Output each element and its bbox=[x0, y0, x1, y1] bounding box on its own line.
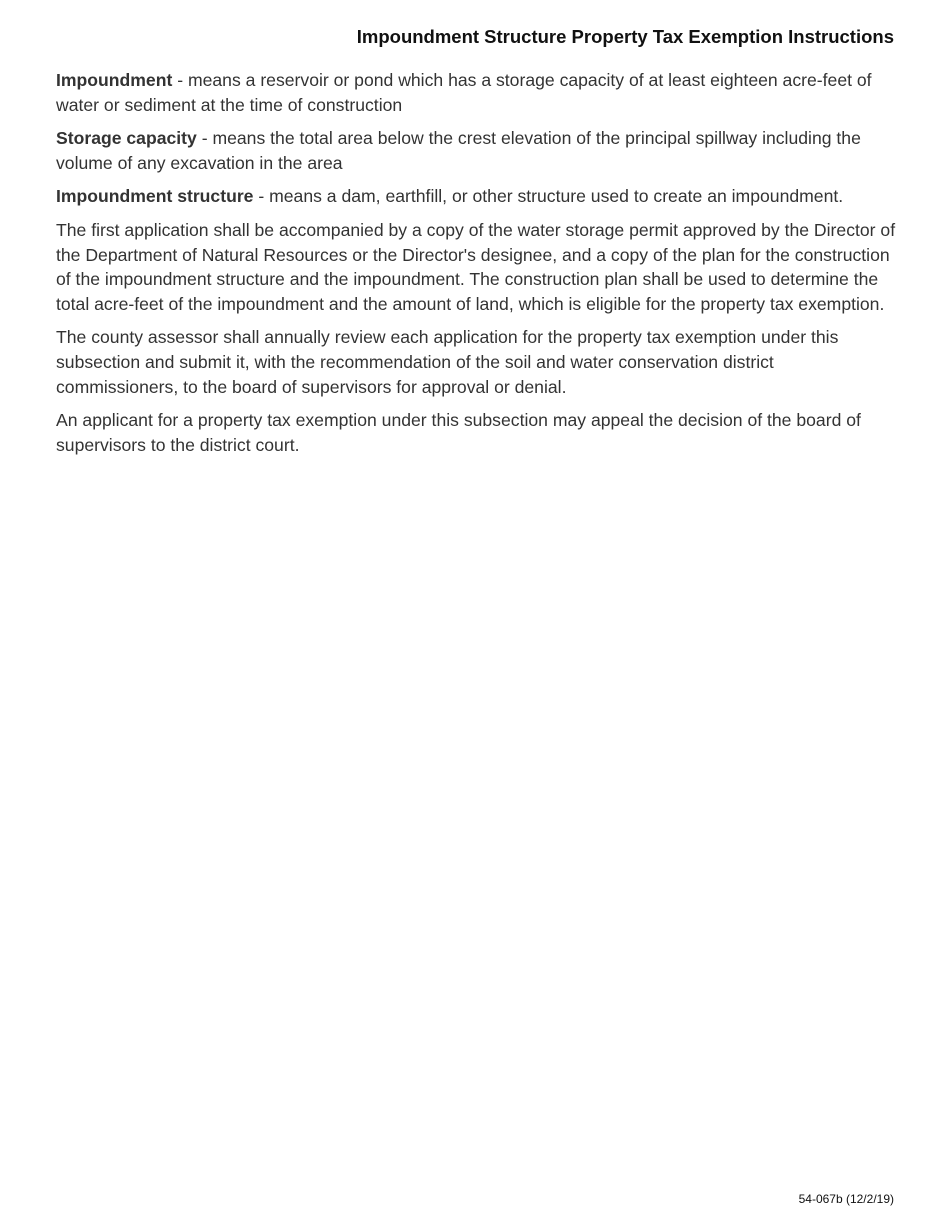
page-title: Impoundment Structure Property Tax Exemption Instructions bbox=[356, 26, 894, 47]
definition-text: - means a reservoir or pond which has a storage capacity of at least eighteen acre-feet of water or sediment at the time of construction bbox=[56, 70, 872, 115]
definition-term: Storage capacity bbox=[56, 128, 197, 149]
definition-impoundment bbox=[56, 68, 898, 117]
instructions-body bbox=[56, 68, 898, 466]
form-number: 54-067b (12/2/19) bbox=[798, 1192, 894, 1206]
definition-term: Impoundment bbox=[56, 70, 173, 90]
paragraph-county-assessor-review: The county assessor shall annually review each application for the property tax exemption under this subsection and submit it, with the recommendation of the soil and water conservation district commissioners, to the board of supervisors for approval or denial. bbox=[56, 327, 839, 397]
paragraph-first-application: The first application shall be accompanied by a copy of the water storage permit approved by the Director of the Department of Natural Resources or the Director's designee, and a copy of the plan for the construction of the impoundment structure and the impoundment. The construction plan shall be used to determine the total acre-feet of the impoundment and the amount of land, which is eligible for the property tax exemption. bbox=[56, 219, 896, 314]
definition-text: - means a dam, earthfill, or other structure used to create an impoundment. bbox=[253, 186, 844, 207]
definition-text: - means the total area below the crest elevation of the principal spillway including the volume of any excavation in the area bbox=[56, 128, 861, 173]
definition-term: Impoundment structure bbox=[56, 186, 254, 207]
definition-storage-capacity bbox=[56, 126, 898, 175]
paragraph-appeal: An applicant for a property tax exemption under this subsection may appeal the decision of the board of supervisors to the district court. bbox=[56, 410, 861, 455]
definition-impoundment-structure bbox=[56, 184, 898, 209]
